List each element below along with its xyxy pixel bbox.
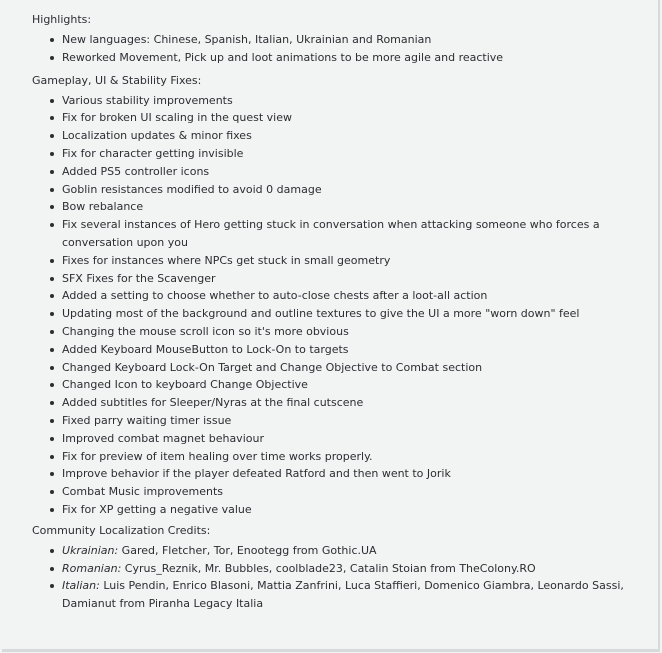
section-localization-credits <box>32 522 644 613</box>
patch-notes-panel <box>2 0 660 652</box>
list-item: Fix for broken UI scaling in the quest view <box>62 109 644 127</box>
credit-language: Romanian: <box>62 561 122 575</box>
section-heading: Gameplay, UI & Stability Fixes: <box>32 73 202 87</box>
list-item: Fix several instances of Hero getting stuck in conversation when attacking someone who forces a conversation upon you <box>62 216 644 252</box>
list-item: Changed Icon to keyboard Change Objective <box>62 376 644 394</box>
list-item: Fix for XP getting a negative value <box>62 501 644 519</box>
list-item: Changing the mouse scroll icon so it's more obvious <box>62 323 644 341</box>
list-item: Reworked Movement, Pick up and loot animations to be more agile and reactive <box>62 49 644 67</box>
credit-language: Ukrainian: <box>62 543 119 557</box>
credit-names: Luis Pendin, Enrico Blasoni, Mattia Zanfrini, Luca Staffieri, Domenico Giambra, Leonardo Sassi, Damianut from Piranha Legacy Italia <box>62 579 624 611</box>
section-highlights <box>32 11 644 67</box>
list-item: Localization updates & minor fixes <box>62 127 644 145</box>
patch-notes-content <box>32 11 644 617</box>
list-item: Added a setting to choose whether to auto-close chests after a loot-all action <box>62 287 644 305</box>
bullet-list <box>32 31 644 67</box>
section-gameplay-fixes <box>32 72 644 519</box>
credit-names: Cyrus_Reznik, Mr. Bubbles, coolblade23, Catalin Stoian from TheColony.RO <box>121 561 536 575</box>
section-heading: Community Localization Credits: <box>32 523 211 537</box>
list-item: Fixed parry waiting timer issue <box>62 412 644 430</box>
list-item: Improve behavior if the player defeated Ratford and then went to Jorik <box>62 465 644 483</box>
list-item: Added Keyboard MouseButton to Lock-On to targets <box>62 341 644 359</box>
list-item: Improved combat magnet behaviour <box>62 430 644 448</box>
list-item: SFX Fixes for the Scavenger <box>62 270 644 288</box>
list-item: Goblin resistances modified to avoid 0 damage <box>62 181 644 199</box>
credit-item-ukrainian <box>62 542 644 560</box>
bullet-list <box>32 92 644 519</box>
list-item: Added subtitles for Sleeper/Nyras at the final cutscene <box>62 394 644 412</box>
list-item: Added PS5 controller icons <box>62 163 644 181</box>
list-item: Combat Music improvements <box>62 483 644 501</box>
credit-item-romanian <box>62 560 644 578</box>
section-heading: Highlights: <box>32 13 92 26</box>
credits-list <box>32 542 644 613</box>
list-item: Bow rebalance <box>62 198 644 216</box>
list-item: Changed Keyboard Lock-On Target and Change Objective to Combat section <box>62 359 644 377</box>
list-item: Fixes for instances where NPCs get stuck in small geometry <box>62 252 644 270</box>
list-item: New languages: Chinese, Spanish, Italian, Ukrainian and Romanian <box>62 31 644 49</box>
list-item: Updating most of the background and outline textures to give the UI a more "worn down" feel <box>62 305 644 323</box>
credit-language: Italian: <box>62 579 100 593</box>
credit-names: Gared, Fletcher, Tor, Enootegg from Gothic.UA <box>118 543 377 557</box>
list-item: Fix for preview of item healing over time works properly. <box>62 448 644 466</box>
credit-item-italian <box>62 577 644 613</box>
list-item: Various stability improvements <box>62 92 644 110</box>
list-item: Fix for character getting invisible <box>62 145 644 163</box>
